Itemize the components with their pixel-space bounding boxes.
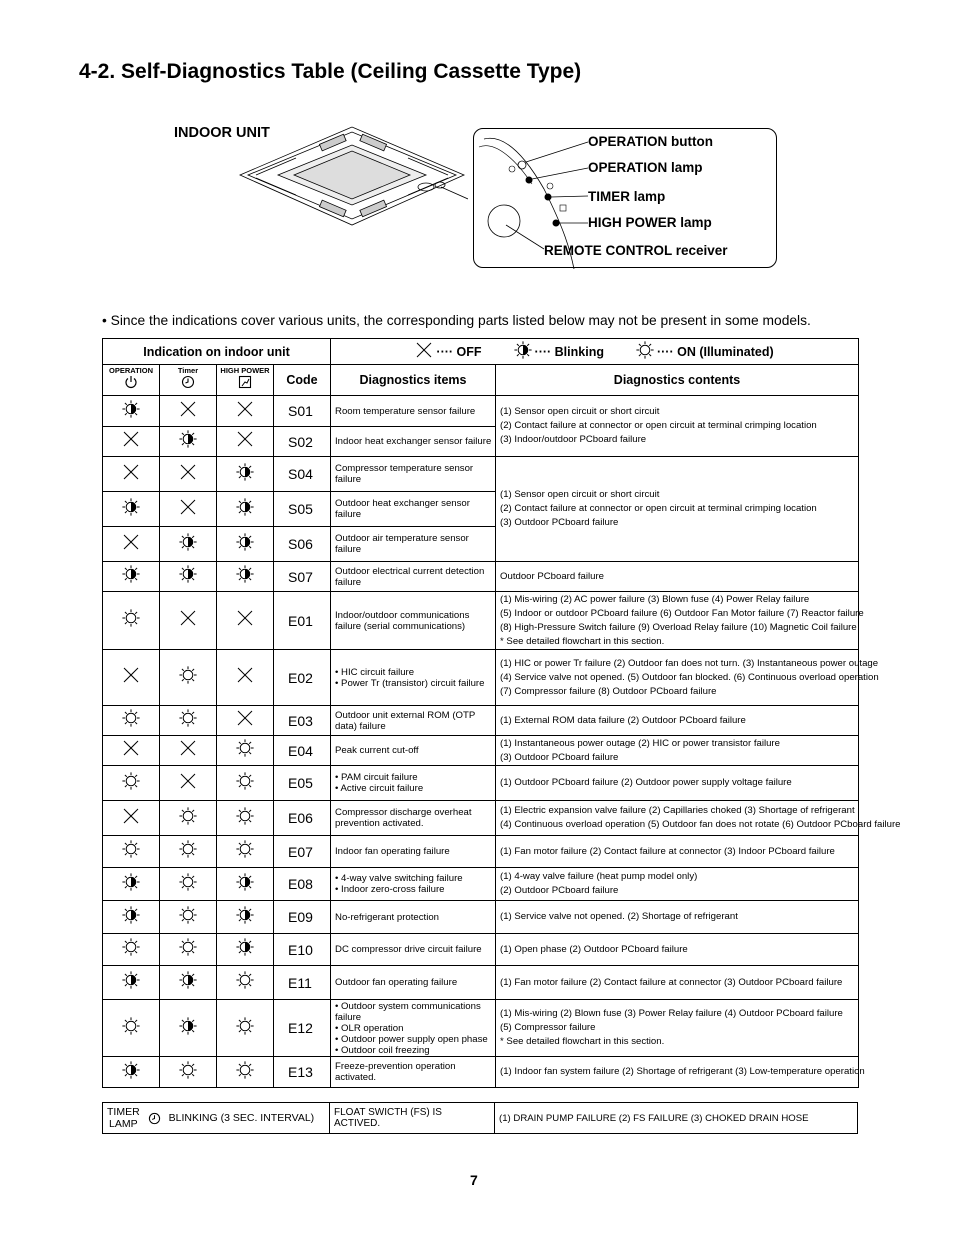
diagnostics-item: Outdoor air temperature sensor failure	[331, 527, 496, 562]
diagnostics-content: Outdoor PCboard failure	[496, 562, 859, 592]
blinking-icon	[217, 492, 274, 527]
code-cell: E12	[274, 1000, 331, 1057]
page-title: 4-2. Self-Diagnostics Table (Ceiling Cassette Type)	[79, 60, 582, 83]
diagnostics-content: (1) Instantaneous power outage (2) HIC or power transistor failure (3) Outdoor PCboard failure	[496, 736, 859, 766]
table-row	[103, 766, 859, 801]
legend-on: ···· ON (Illuminated)	[656, 344, 774, 359]
blinking-icon	[103, 966, 160, 1000]
timer-lamp-indication	[103, 1103, 330, 1134]
diagnostics-content: (1) Sensor open circuit or short circuit (2) Contact failure at connector or open circuit at terminal crimping location (3) Indoor/outdoor PCboard failure	[496, 396, 859, 457]
table-row	[103, 1057, 859, 1088]
col-high-power-label: HIGH POWER	[220, 366, 270, 375]
self-diagnostics-table	[102, 338, 901, 1088]
diagnostics-item: Peak current cut-off	[331, 736, 496, 766]
off-icon	[217, 650, 274, 706]
diagnostics-item: DC compressor drive circuit failure	[331, 934, 496, 966]
on-icon	[217, 836, 274, 868]
diagnostics-content: (1) 4-way valve failure (heat pump model only) (2) Outdoor PCboard failure	[496, 868, 859, 901]
code-cell: E05	[274, 766, 331, 801]
timer-lamp-label-1: TIMER	[107, 1106, 140, 1118]
timer-lamp-row	[103, 1103, 858, 1134]
col-contents: Diagnostics contents	[496, 365, 859, 396]
on-icon	[160, 836, 217, 868]
diagnostics-item: • 4-way valve switching failure • Indoor zero-cross failure	[331, 868, 496, 901]
ceiling-cassette-drawing	[236, 123, 468, 229]
on-icon	[217, 1057, 274, 1088]
diagnostics-content: (1) HIC or power Tr failure (2) Outdoor fan does not turn. (3) Instantaneous power outage (4) Service valve not opened. (5) Outdoor fan blocked. (6) Continuous overload operation (7) Compressor failure (8) Outdoor PCboard failure	[496, 650, 859, 706]
on-icon	[103, 1000, 160, 1057]
diagnostics-content: (1) External ROM data failure (2) Outdoor PCboard failure	[496, 706, 859, 736]
diagnostics-item: Outdoor heat exchanger sensor failure	[331, 492, 496, 527]
blinking-icon	[160, 427, 217, 457]
operation-button-icon	[518, 161, 526, 169]
diagnostics-item: Compressor discharge overheat prevention activated.	[331, 801, 496, 836]
table-row	[103, 868, 859, 901]
high-power-icon	[238, 375, 252, 389]
on-icon	[217, 1000, 274, 1057]
header-row-columns	[103, 365, 859, 396]
timer-lamp-contents: (1) DRAIN PUMP FAILURE (2) FS FAILURE (3) CHOKED DRAIN HOSE	[495, 1103, 858, 1134]
blinking-icon	[160, 527, 217, 562]
off-icon	[103, 801, 160, 836]
diagnostics-item: Compressor temperature sensor failure	[331, 457, 496, 492]
on-icon	[103, 706, 160, 736]
diagnostics-content: (1) Open phase (2) Outdoor PCboard failure	[496, 934, 859, 966]
diagnostics-item: Indoor fan operating failure	[331, 836, 496, 868]
indoor-panel-detail	[473, 128, 777, 268]
clock-icon	[181, 375, 195, 389]
off-icon	[103, 427, 160, 457]
code-cell: S02	[274, 427, 331, 457]
on-icon	[160, 706, 217, 736]
diagnostics-item: • PAM circuit failure • Active circuit failure	[331, 766, 496, 801]
blinking-icon	[160, 966, 217, 1000]
off-icon	[217, 427, 274, 457]
diagnostics-item: Indoor heat exchanger sensor failure	[331, 427, 496, 457]
off-icon	[103, 650, 160, 706]
on-icon	[217, 736, 274, 766]
legend-off: ···· OFF	[436, 344, 482, 359]
on-icon	[636, 341, 654, 362]
diagnostics-item: Freeze-prevention operation activated.	[331, 1057, 496, 1088]
blinking-icon	[217, 934, 274, 966]
on-icon	[103, 766, 160, 801]
diagnostics-content: (1) Service valve not opened. (2) Shortage of refrigerant	[496, 901, 859, 934]
legend-cell	[331, 339, 859, 365]
code-cell: E08	[274, 868, 331, 901]
off-icon	[160, 492, 217, 527]
off-icon	[160, 457, 217, 492]
diagnostics-content: (1) Fan motor failure (2) Contact failure at connector (3) Indoor PCboard failure	[496, 836, 859, 868]
diagnostics-item: Outdoor electrical current detection failure	[331, 562, 496, 592]
blinking-icon	[217, 457, 274, 492]
diagnostics-content: (1) Fan motor failure (2) Contact failure at connector (3) Outdoor PCboard failure	[496, 966, 859, 1000]
table-row	[103, 801, 859, 836]
blinking-icon	[217, 868, 274, 901]
on-icon	[217, 801, 274, 836]
timer-lamp-label: TIMER lamp	[588, 189, 666, 204]
blinking-icon	[217, 562, 274, 592]
clock-icon	[148, 1112, 161, 1125]
on-icon	[103, 934, 160, 966]
code-cell: S06	[274, 527, 331, 562]
table-row	[103, 1000, 859, 1057]
on-icon	[217, 966, 274, 1000]
models-note: • Since the indications cover various units, the corresponding parts listed below may not be present in some models.	[102, 313, 811, 328]
diagnostics-item: Room temperature sensor failure	[331, 396, 496, 427]
diagnostics-item: Outdoor unit external ROM (OTP data) failure	[331, 706, 496, 736]
table-row	[103, 836, 859, 868]
page-number: 7	[470, 1172, 478, 1188]
table-row	[103, 901, 859, 934]
on-icon	[160, 901, 217, 934]
remote-receiver-icon	[488, 205, 520, 237]
off-icon	[160, 766, 217, 801]
off-icon	[160, 396, 217, 427]
diagnostics-content: (1) Sensor open circuit or short circuit (2) Contact failure at connector or open circuit at terminal crimping location (3) Outdoor PCboard failure	[496, 457, 859, 562]
code-cell: E10	[274, 934, 331, 966]
blinking-icon	[103, 901, 160, 934]
diagnostics-content: (1) Indoor fan system failure (2) Shortage of refrigerant (3) Low-temperature operation	[496, 1057, 859, 1088]
blinking-icon	[514, 341, 532, 362]
table-row	[103, 457, 859, 492]
code-cell: E03	[274, 706, 331, 736]
off-icon	[160, 736, 217, 766]
blinking-icon	[103, 562, 160, 592]
on-icon	[160, 801, 217, 836]
indoor-unit-label: INDOOR UNIT	[174, 125, 270, 141]
code-cell: E06	[274, 801, 331, 836]
code-cell: E11	[274, 966, 331, 1000]
diagnostics-body	[103, 396, 901, 1088]
timer-lamp-icon	[545, 194, 552, 201]
blinking-icon	[217, 527, 274, 562]
off-icon	[103, 457, 160, 492]
blinking-icon	[103, 868, 160, 901]
table-row	[103, 562, 859, 592]
diagnostics-item: Outdoor fan operating failure	[331, 966, 496, 1000]
on-icon	[217, 766, 274, 801]
blinking-icon	[160, 1000, 217, 1057]
table-row	[103, 592, 859, 650]
off-icon	[103, 736, 160, 766]
code-cell: E07	[274, 836, 331, 868]
diagnostics-content: (1) Electric expansion valve failure (2) Capillaries choked (3) Shortage of refrigerant (4) Continuous overload operation (5) Outdoor fan does not rotate (6) Outdoor PCboard failure	[496, 801, 859, 836]
code-cell: E09	[274, 901, 331, 934]
off-icon	[160, 592, 217, 650]
code-cell: E04	[274, 736, 331, 766]
code-cell: E01	[274, 592, 331, 650]
blinking-icon	[160, 562, 217, 592]
diagnostics-item: • Outdoor system communications failure • OLR operation • Outdoor power supply open phase • Outdoor coil freezing	[331, 1000, 496, 1057]
diagnostics-item: Indoor/outdoor communications failure (serial communications)	[331, 592, 496, 650]
table-row	[103, 396, 859, 427]
operation-button-label: OPERATION button	[588, 134, 713, 149]
code-cell: S05	[274, 492, 331, 527]
high-power-lamp-label: HIGH POWER lamp	[588, 215, 712, 230]
code-cell: S07	[274, 562, 331, 592]
on-icon	[103, 592, 160, 650]
code-cell: E13	[274, 1057, 331, 1088]
col-operation	[103, 365, 160, 396]
timer-blinking-text: BLINKING (3 SEC. INTERVAL)	[168, 1112, 315, 1124]
off-icon	[103, 527, 160, 562]
diagnostics-item: • HIC circuit failure • Power Tr (transistor) circuit failure	[331, 650, 496, 706]
blinking-icon	[103, 1057, 160, 1088]
blinking-icon	[103, 492, 160, 527]
off-icon	[217, 592, 274, 650]
high-power-lamp-icon	[553, 220, 560, 227]
col-timer-label: Timer	[177, 366, 199, 375]
table-row	[103, 706, 859, 736]
col-operation-label: OPERATION	[108, 366, 154, 375]
code-cell: S01	[274, 396, 331, 427]
on-icon	[160, 650, 217, 706]
diagnostics-content: (1) Outdoor PCboard failure (2) Outdoor power supply voltage failure	[496, 766, 859, 801]
on-icon	[103, 836, 160, 868]
table-row	[103, 736, 859, 766]
code-cell: S04	[274, 457, 331, 492]
table-row	[103, 650, 859, 706]
on-icon	[160, 868, 217, 901]
blinking-icon	[103, 396, 160, 427]
col-code: Code	[274, 365, 331, 396]
on-icon	[160, 1057, 217, 1088]
legend-blinking: ···· Blinking	[534, 344, 604, 359]
operation-lamp-label: OPERATION lamp	[588, 160, 703, 175]
table-row	[103, 966, 859, 1000]
diagnostics-content: (1) Mis-wiring (2) Blown fuse (3) Power Relay failure (4) Outdoor PCboard failure (5) Compressor failure * See detailed flowchart in this section.	[496, 1000, 859, 1057]
col-timer	[160, 365, 217, 396]
diagnostics-item: No-refrigerant protection	[331, 901, 496, 934]
indication-header: Indication on indoor unit	[103, 339, 331, 365]
diagnostics-content: (1) Mis-wiring (2) AC power failure (3) Blown fuse (4) Power Relay failure (5) Indoor or outdoor PCboard failure (6) Outdoor Fan Motor failure (7) Reactor failure (8) High-Pressure Switch failure (9) Overload Relay failure (10) Magnetic Coil failure * See detailed flowchart in this section.	[496, 592, 859, 650]
header-row-indication	[103, 339, 859, 365]
off-icon	[217, 706, 274, 736]
off-icon	[217, 396, 274, 427]
on-icon	[160, 934, 217, 966]
table-row	[103, 934, 859, 966]
power-icon	[124, 375, 138, 389]
blinking-icon	[217, 901, 274, 934]
operation-lamp-icon	[526, 177, 533, 184]
timer-lamp-label-2: LAMP	[109, 1118, 138, 1130]
col-high-power	[217, 365, 274, 396]
remote-control-receiver-label: REMOTE CONTROL receiver	[544, 243, 728, 258]
code-cell: E02	[274, 650, 331, 706]
timer-lamp-item: FLOAT SWICTH (FS) IS ACTIVED.	[330, 1103, 495, 1134]
off-icon	[415, 341, 433, 362]
timer-lamp-table	[102, 1102, 858, 1134]
col-items: Diagnostics items	[331, 365, 496, 396]
